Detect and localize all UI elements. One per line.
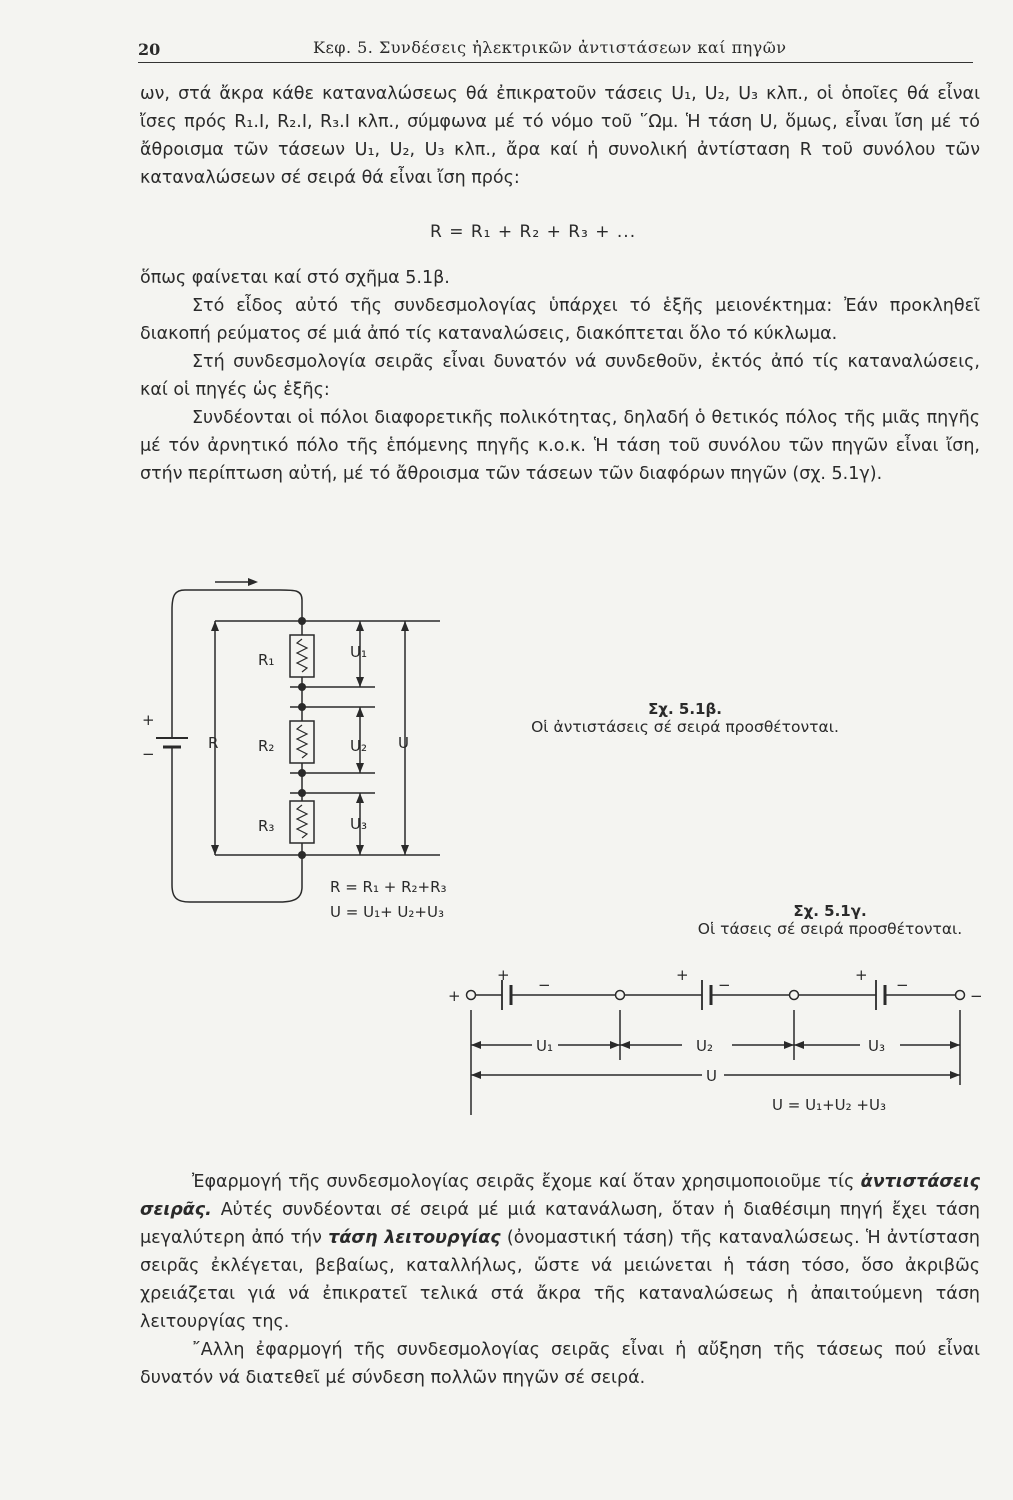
figure-5-1b-caption — [500, 700, 870, 736]
right-minus-label: − — [970, 987, 983, 1005]
source-1-plus: + — [497, 966, 510, 984]
U1-label: U₁ — [536, 1037, 553, 1055]
U2-label: U₂ — [350, 737, 367, 755]
equation-U: U = U₁+ U₂+U₃ — [330, 903, 444, 921]
U-label: U — [706, 1067, 717, 1085]
equation-R: R = R₁ + R₂+R₃ — [330, 878, 447, 896]
U3-label: U₃ — [350, 815, 367, 833]
battery-plus-label: + — [142, 711, 155, 729]
source-2-plus: + — [676, 966, 689, 984]
page-header — [138, 38, 973, 63]
left-plus-label: + — [448, 987, 461, 1005]
text-block-2 — [140, 264, 980, 488]
terminal-left — [467, 991, 476, 1000]
source-3-plus: + — [855, 966, 868, 984]
figure-5-1b-circuit — [130, 565, 470, 935]
node-dot — [298, 851, 306, 859]
page-number: 20 — [138, 40, 161, 59]
paragraph-1: ων, στά ἄκρα κάθε καταναλώσεως θά ἐπικρατοῦν τάσεις U₁, U₂, U₃ κλπ., οἱ ὁποῖες θά εἶναι ἴσες πρός R₁.I, R₂.I, R₃.I κλπ., σύμφωνα μέ τό νόμο τοῦ ῞Ωμ. Ἡ τάση U, ὅμως, εἶναι ἴση μέ τό ἄθροισμα τῶν τάσεων U₁, U₂, U₃ κλπ., ἄρα καί ἡ συνολική ἀντίσταση R τοῦ συνόλου τῶν καταναλώσεων σέ σειρά θά εἶναι ἴση πρός: — [140, 84, 980, 188]
R2-label: R₂ — [258, 737, 275, 755]
equation-U-total: U = U₁+U₂ +U₃ — [772, 1096, 886, 1114]
series-resistance-formula: R = R₁ + R₂ + R₃ + ... — [430, 222, 637, 242]
U2-label: U₂ — [696, 1037, 713, 1055]
paragraph-continuation — [140, 80, 980, 192]
source-2-minus: − — [718, 976, 731, 994]
U-label: U — [398, 734, 409, 752]
paragraph-7: ῎Αλλη ἐφαρμογή τῆς συνδεσμολογίας σειρᾶς εἶναι ἡ αὔξηση τῆς τάσεως πού εἶναι δυνατόν νά διατεθεῖ μέ σύνδεση πολλῶν πηγῶν σέ σειρά. — [140, 1340, 980, 1388]
text-block-3 — [140, 1168, 980, 1392]
source-3-minus: − — [896, 976, 909, 994]
figure-5-1c-caption-title: Σχ. 5.1γ. — [793, 902, 867, 920]
node-dot — [298, 769, 306, 777]
node-dot — [298, 683, 306, 691]
U1-label: U₁ — [350, 643, 367, 661]
paragraph-4: Στή συνδεσμολογία σειρᾶς εἶναι δυνατόν νά συνδεθοῦν, ἐκτός ἀπό τίς καταναλώσεις, καί οἱ πηγές ὡς ἑξῆς: — [140, 352, 980, 400]
term-series-resistances: ἀντιστάσεις σειρᾶς. — [140, 1172, 980, 1220]
R-label: R — [208, 734, 219, 752]
top-wire — [172, 590, 302, 715]
figure-5-1c-caption-text: Οἱ τάσεις σέ σειρά προσθέτονται. — [697, 920, 963, 938]
paragraph-2: ὅπως φαίνεται καί στό σχῆμα 5.1β. — [140, 268, 450, 288]
term-operating-voltage: τάση λειτουργίας — [328, 1228, 501, 1248]
figure-5-1c-sources-in-series — [440, 965, 990, 1125]
node-dot — [298, 703, 306, 711]
figure-5-1b-caption-text: Οἱ ἀντιστάσεις σέ σειρά προσθέτονται. — [531, 718, 839, 736]
battery-minus-label: − — [142, 745, 155, 763]
paragraph-6-part-c: Αὐτές συνδέονται σέ σειρά μέ μιά κατανάλωση, ὅταν ἡ διαθέσιμη πηγή ἔχει τάση μεγαλύτερη ἀπό τήν — [140, 1200, 980, 1248]
U3-label: U₃ — [868, 1037, 885, 1055]
node-dot — [298, 617, 306, 625]
running-title: Κεφ. 5. Συνδέσεις ἠλεκτρικῶν ἀντιστάσεων καί πηγῶν — [313, 38, 787, 57]
R3-label: R₃ — [258, 817, 275, 835]
figure-5-1b-caption-title: Σχ. 5.1β. — [648, 700, 722, 718]
paragraph-5: Συνδέονται οἱ πόλοι διαφορετικῆς πολικότητας, δηλαδή ὁ θετικός πόλος τῆς μιᾶς πηγῆς μέ τόν ἀρνητικό πόλο τῆς ἑπόμενης πηγῆς κ.ο.κ. Ἡ τάση τοῦ συνόλου τῶν πηγῶν εἶναι ἴση, στήν περίπτωση αὐτή, μέ τό ἄθροισμα τῶν τάσεων τῶν διαφόρων πηγῶν (σχ. 5.1γ). — [140, 408, 980, 484]
figure-5-1c-caption — [670, 902, 990, 938]
node-dot — [298, 789, 306, 797]
paragraph-6-part-a: Ἐφαρμογή τῆς συνδεσμολογίας σειρᾶς ἔχομε καί ὅταν χρησιμοποιοῦμε τίς — [192, 1172, 855, 1192]
terminal-node — [616, 991, 625, 1000]
bottom-wire — [172, 768, 302, 902]
R1-label: R₁ — [258, 651, 275, 669]
terminal-right — [956, 991, 965, 1000]
arrow-head — [248, 578, 258, 586]
terminal-node — [790, 991, 799, 1000]
source-1-minus: − — [538, 976, 551, 994]
paragraph-6 — [140, 1168, 980, 1336]
paragraph-6-part-e: (ὀνομαστική τάση) τῆς καταναλώσεως. Ἡ ἀντίσταση σειρᾶς ἐκλέγεται, βεβαίως, καταλλήλως, ὥστε νά μειώνεται ἡ τάση τόσο, ὅσο ἀκριβῶς χρειάζεται γιά νά ἐπικρατεῖ τελικά στά ἄκρα τῆς καταναλώσεως ἡ ἀπαιτούμενη τάση λειτουργίας της. — [140, 1228, 980, 1332]
paragraph-3: Στό εἶδος αὐτό τῆς συνδεσμολογίας ὑπάρχει τό ἑξῆς μειονέκτημα: Ἐάν προκληθεῖ διακοπή ρεύματος σέ μιά ἀπό τίς καταναλώσεις, διακόπτεται ὅλο τό κύκλωμα. — [140, 296, 980, 344]
